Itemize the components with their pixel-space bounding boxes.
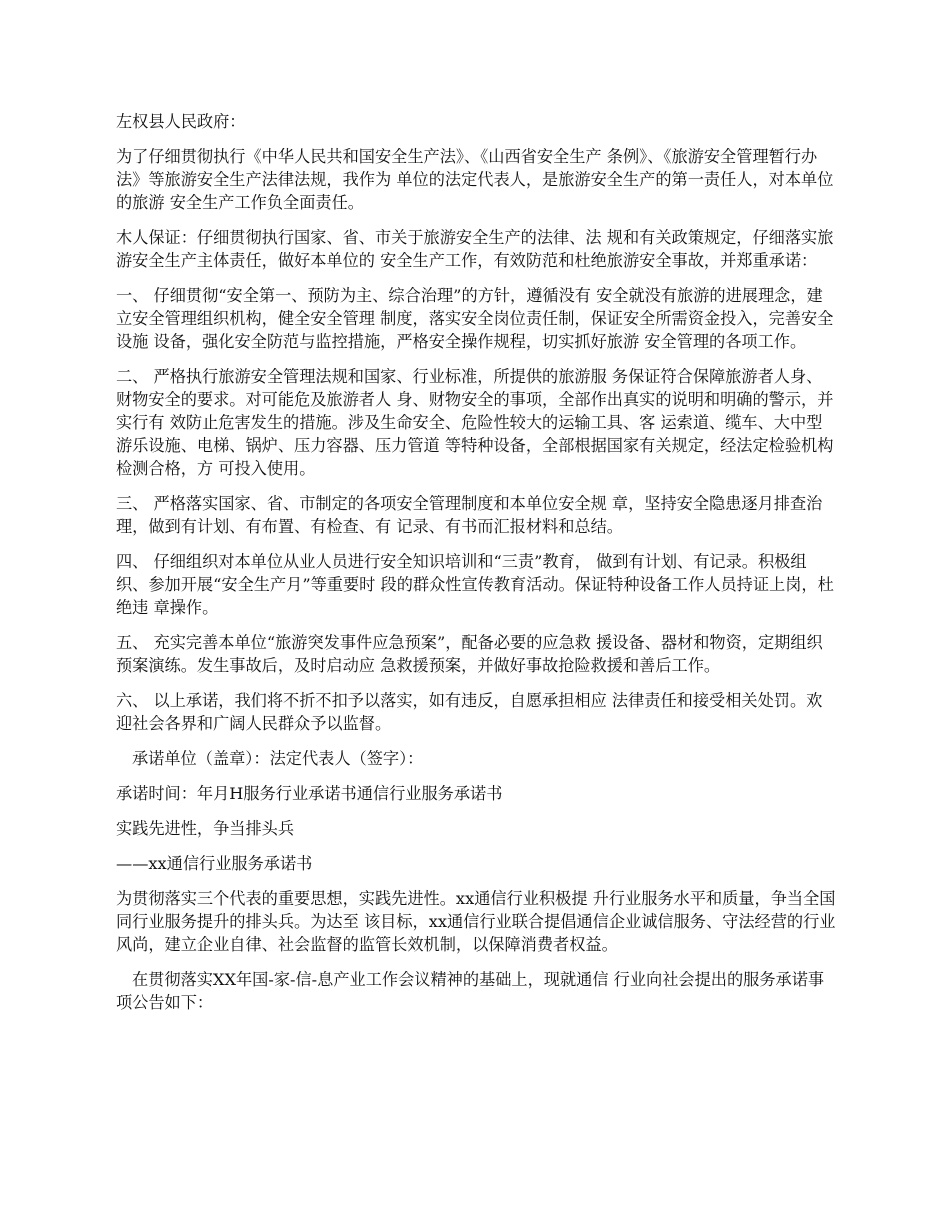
commitment-item-6: 六、 以上承诺，我们将不折不扣予以落实，如有违反，自愿承担相应 法律责任和接受相关处罚。欢迎社会各界和广阔人民群众予以监督。	[116, 691, 823, 733]
commitment-item-4: 四、 仔细组织对本单位从业人员进行安全知识培训和“三责”教育， 做到有计划、有记录。积极组织、参加开展“安全生产月”等重要时 段的群众性宣传教育活动。保证特种设备工作人员持证上岗，杜绝违 章操作。	[116, 552, 834, 617]
signature-line: 承诺单位（盖章）：法定代表人（签字）：	[132, 749, 424, 768]
commitment-item-1: 一、 仔细贯彻“安全第一、预防为主、综合治理”的方针，遵循没有 安全就没有旅游的进展理念，建立安全管理组织机构，健全安全管理 制度，落实安全岗位责任制，保证安全所需资金投入，完善安全设施 设备，强化安全防范与监控措施，严格安全操作规程，切实抓好旅游 安全管理的各项工作。	[116, 286, 834, 351]
telecom-notice-paragraph: 在贯彻落实XX年国-家-信-息产业工作会议精神的基础上，现就通信 行业向社会提出的服务承诺事项公告如下：	[116, 970, 825, 1012]
commitment-item-3: 三、 严格落实国家、省、市制定的各项安全管理制度和本单位安全规 章，坚持安全隐患逐月排查治理，做到有计划、有布置、有检查、有 记录、有书而汇报材料和总结。	[116, 494, 823, 536]
telecom-intro-paragraph: 为贯彻落实三个代表的重要思想，实践先进性。xx通信行业积极提 升行业服务水平和质量，争当全国同行业服务提升的排头兵。为达至 该目标，xx通信行业联合提倡通信企业诚信服务、守法经营的行业 风尚，建立企业自律、社会监督的监管长效机制，以保障消费者权益。	[116, 889, 836, 954]
guarantee-paragraph: 木人保证：仔细贯彻执行国家、省、市关于旅游安全生产的法律、法 规和有关政策规定，仔细落实旅游安全生产主体责任，做好本单位的 安全生产工作，有效防范和杜绝旅游安全事故，并郑重承诺：	[116, 228, 834, 270]
slogan-line: 实践先进性，争当排头兵	[116, 819, 295, 838]
subtitle-line: ——xx通信行业服务承诺书	[116, 854, 313, 873]
document-page	[116, 110, 836, 1026]
salutation: 左权县人民政府：	[116, 112, 246, 131]
date-line: 承诺时间：年月H服务行业承诺书通信行业服务承诺书	[116, 784, 503, 803]
commitment-item-5: 五、 充实完善本单位“旅游突发事件应急预案”，配备必要的应急救 援设备、器材和物资，定期组织预案演练。发生事故后，及时启动应 急救援预案，并做好事故抢险救援和善后工作。	[116, 633, 823, 675]
commitment-item-2: 二、 严格执行旅游安全管理法规和国家、行业标准，所提供的旅游服 务保证符合保障旅游者人身、财物安全的要求。对可能危及旅游者人 身、财物安全的事项，全部作出真实的说明和明确的警示，并实行有 效防止危害发生的措施。涉及生命安全、危险性较大的运输工具、客 运索道、缆车、大中型游乐设施、电梯、锅炉、压力容器、压力管道 等特种设备，全部根据国家有关规定，经法定检验机构检测合格，方 可投入使用。	[116, 367, 834, 478]
intro-paragraph: 为了仔细贯彻执行《中华人民共和国安全生产法》、《山西省安全生产 条例》、《旅游安全管理暂行办法》等旅游安全生产法律法规，我作为 单位的法定代表人，是旅游安全生产的第一责任人，对本单位的旅游 安全生产工作负全面责任。	[116, 147, 834, 212]
